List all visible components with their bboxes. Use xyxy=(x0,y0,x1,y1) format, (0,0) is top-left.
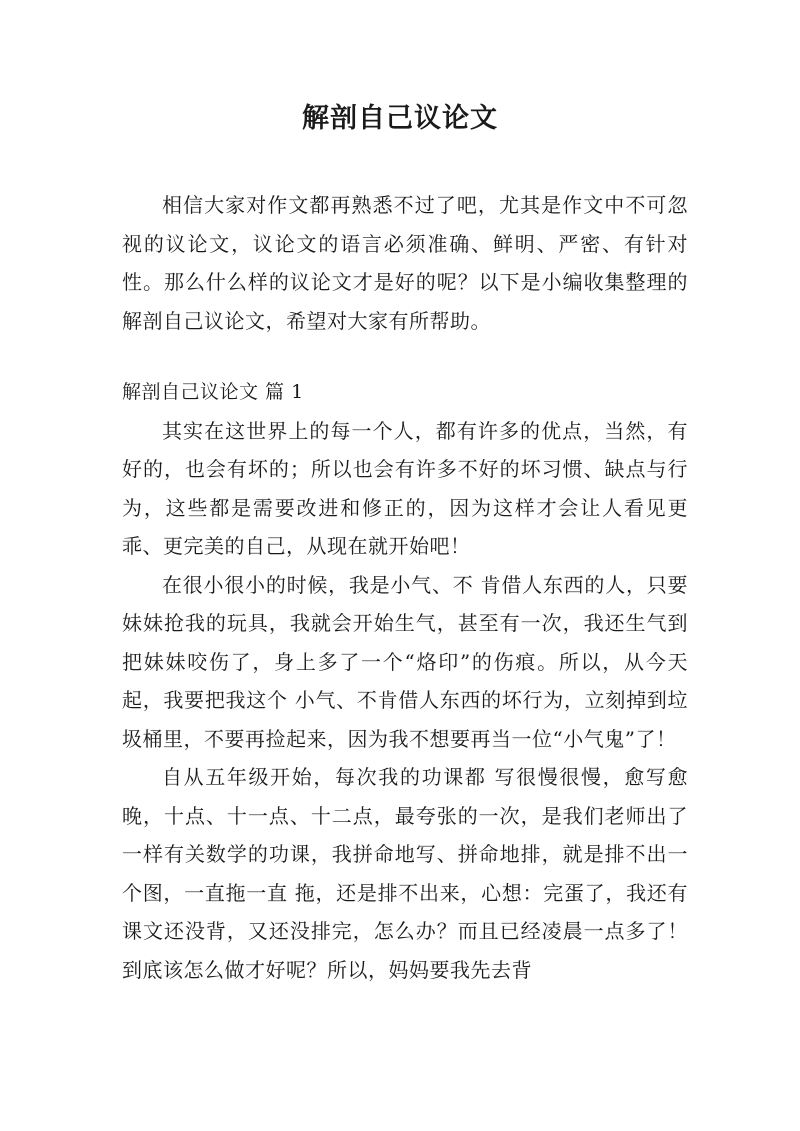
intro-block xyxy=(122,186,688,340)
section-heading: 解剖自己议论文 篇 1 xyxy=(122,381,304,403)
section-1 xyxy=(122,373,688,989)
page-title: 解剖自己议论文 xyxy=(302,103,498,134)
paragraph-1: 其实在这世界上的每一个人，都有许多的优点，当然，有好的，也会有坏的；所以也会有许多不好的坏习惯、缺点与行为，这些都是需要改进和修正的，因为这样才会让人看见更乖、更完美的自己，从现在就开始吧！ xyxy=(122,418,688,558)
paragraph-2: 在很小很小的时候，我是小气、不 肯借人东西的人，只要妹妹抢我的玩具，我就会开始生气，甚至有一次，我还生气到把妹妹咬伤了，身上多了一个“烙印”的伤痕。所以，从今天起，我要把我这个 小气、不肯借人东西的坏行为，立刻掉到垃圾桶里，不要再捡起来，因为我不想要再当一位“小气鬼”了！ xyxy=(122,572,688,751)
intro-paragraph: 相信大家对作文都再熟悉不过了吧，尤其是作文中不可忽视的议论文，议论文的语言必须准确、鲜明、严密、有针对性。那么什么样的议论文才是好的呢？以下是小编收集整理的解剖自己议论文，希望对大家有所帮助。 xyxy=(122,193,688,333)
paragraph-3: 自从五年级开始，每次我的功课都 写很慢很慢，愈写愈晚，十点、十一点、十二点，最夸张的一次，是我们老师出了一样有关数学的功课，我拼命地写、拼命地排，就是排不出一个图，一直拖一直 拖，还是排不出来，心想：完蛋了，我还有课文还没背，又还没排完，怎么办？而且已经凌晨一点多了！到底该怎么做才好呢？所以，妈妈要我先去背 xyxy=(122,765,688,982)
